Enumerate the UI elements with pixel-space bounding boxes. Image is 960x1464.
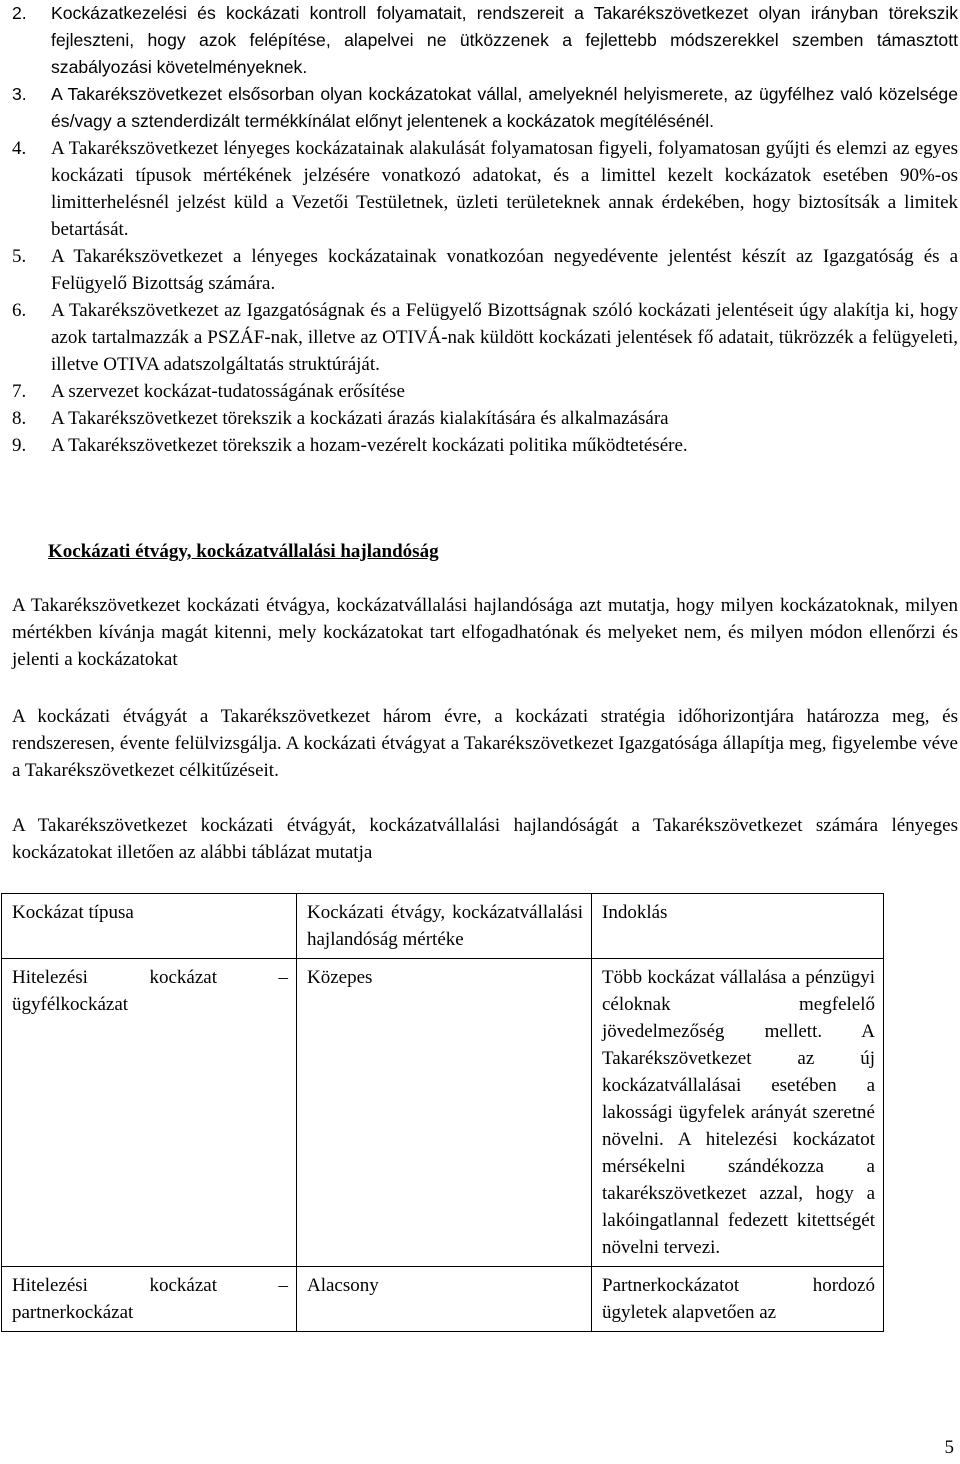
paragraph: A Takarékszövetkezet kockázati étvágya, kockázatvállalási hajlandósága azt mutatja, hogy milyen kockázatoknak, milyen mértékben kívánja magát kitenni, mely kockázatokat tart elfogadhatónak és melyeket nem, és milyen módon ellenőrzi és jelenti a kockázatokat [12, 595, 958, 670]
header-cell: Kockázat típusa [2, 894, 297, 959]
page-number: 5 [944, 1437, 954, 1458]
point-item [0, 378, 958, 405]
numbered-points-list [0, 0, 960, 459]
point-number: 2. [12, 3, 27, 23]
section-heading: Kockázati étvágy, kockázatvállalási hajlandóság [48, 541, 439, 562]
table-row [2, 1267, 884, 1332]
table-cell: Alacsony [297, 1267, 592, 1332]
point-number: 6. [12, 300, 27, 321]
point-number: 5. [12, 246, 27, 267]
risk-appetite-table [1, 893, 884, 1332]
point-item [0, 432, 958, 459]
point-text: A szervezet kockázat-tudatosságának erősítése [51, 381, 405, 402]
point-text: A Takarékszövetkezet az Igazgatóságnak és a Felügyelő Bizottságnak szóló kockázati jelentéseit úgy alakítja ki, hogy azok tartalmazzák a PSZÁF-nak, illetve az OTIVÁ-nak küldött kockázati jelentések fő adatait, tükrözzék a felügyeleti, illetve OTIVA adatszolgáltatás struktúráját. [51, 300, 958, 375]
table-cell: Hitelezési kockázat – partnerkockázat [2, 1267, 297, 1332]
point-text: A Takarékszövetkezet lényeges kockázatainak alakulását folyamatosan figyeli, folyamatosan gyűjti és elemzi az egyes kockázati típusok mértékének jelzésére vonatkozó adatokat, és a limittel kezelt kockázatok esetében 90%-os limitterhelésnél jelzést küld a Vezetői Testületnek, üzleti területeknek annak érdekében, hogy biztosítsák a limitek betartását. [51, 138, 958, 240]
point-text: A Takarékszövetkezet a lényeges kockázatainak vonatkozóan negyedévente jelentést készít az Igazgatóság és a Felügyelő Bizottság számára. [51, 246, 958, 294]
point-number: 8. [12, 408, 27, 429]
point-text: A Takarékszövetkezet elsősorban olyan kockázatokat vállal, amelyeknél helyismerete, az ügyfélhez való közelsége és/vagy a sztenderdizált termékkínálat előnyt jelentenek a kockázatok megítélésénél. [51, 84, 958, 131]
table-header-row [2, 894, 884, 959]
table-cell: Partnerkockázatot hordozó ügyletek alapvetően az [592, 1267, 884, 1332]
point-number: 7. [12, 381, 27, 402]
point-text: A Takarékszövetkezet törekszik a kockázati árazás kialakítására és alkalmazására [51, 408, 669, 429]
table-cell: Több kockázat vállalása a pénzügyi céloknak megfelelő jövedelmezőség mellett. A Takarékszövetkezet az új kockázatvállalásai esetében a lakossági ügyfelek arányát szeretné növelni. A hitelezési kockázatot mérsékelni szándékozza a takarékszövetkezet azzal, hogy a lakóingatlannal fedezett kitettségét növelni tervezi. [592, 959, 884, 1267]
point-item [0, 297, 958, 378]
paragraph: A kockázati étvágyát a Takarékszövetkezet három évre, a kockázati stratégia időhorizontjára határozza meg, és rendszeresen, évente felülvizsgálja. A kockázati étvágyat a Takarékszövetkezet Igazgatósága állapítja meg, figyelembe véve a Takarékszövetkezet célkitűzéseit. [12, 706, 958, 781]
point-item [0, 405, 958, 432]
point-text: Kockázatkezelési és kockázati kontroll folyamatait, rendszereit a Takarékszövetkezet olyan irányban törekszik fejleszteni, hogy azok felépítése, alapelvei ne ütközzenek a fejlettebb módszerekkel szemben támasztott szabályozási követelményeknek. [51, 3, 958, 77]
point-item [0, 81, 958, 135]
point-number: 4. [12, 138, 27, 159]
point-number: 9. [12, 435, 27, 456]
table-cell: Közepes [297, 959, 592, 1267]
paragraph: A Takarékszövetkezet kockázati étvágyát, kockázatvállalási hajlandóságát a Takarékszövetkezet számára lényeges kockázatokat illetően az alábbi táblázat mutatja [12, 815, 958, 863]
header-cell: Indoklás [592, 894, 884, 959]
point-item [0, 135, 958, 243]
table-cell: Hitelezési kockázat – ügyfélkockázat [2, 959, 297, 1267]
table-row [2, 959, 884, 1267]
point-text: A Takarékszövetkezet törekszik a hozam-vezérelt kockázati politika működtetésére. [51, 435, 688, 456]
point-number: 3. [12, 84, 27, 104]
point-item [0, 0, 958, 81]
header-cell: Kockázati étvágy, kockázatvállalási hajlandóság mértéke [297, 894, 592, 959]
point-item [0, 243, 958, 297]
